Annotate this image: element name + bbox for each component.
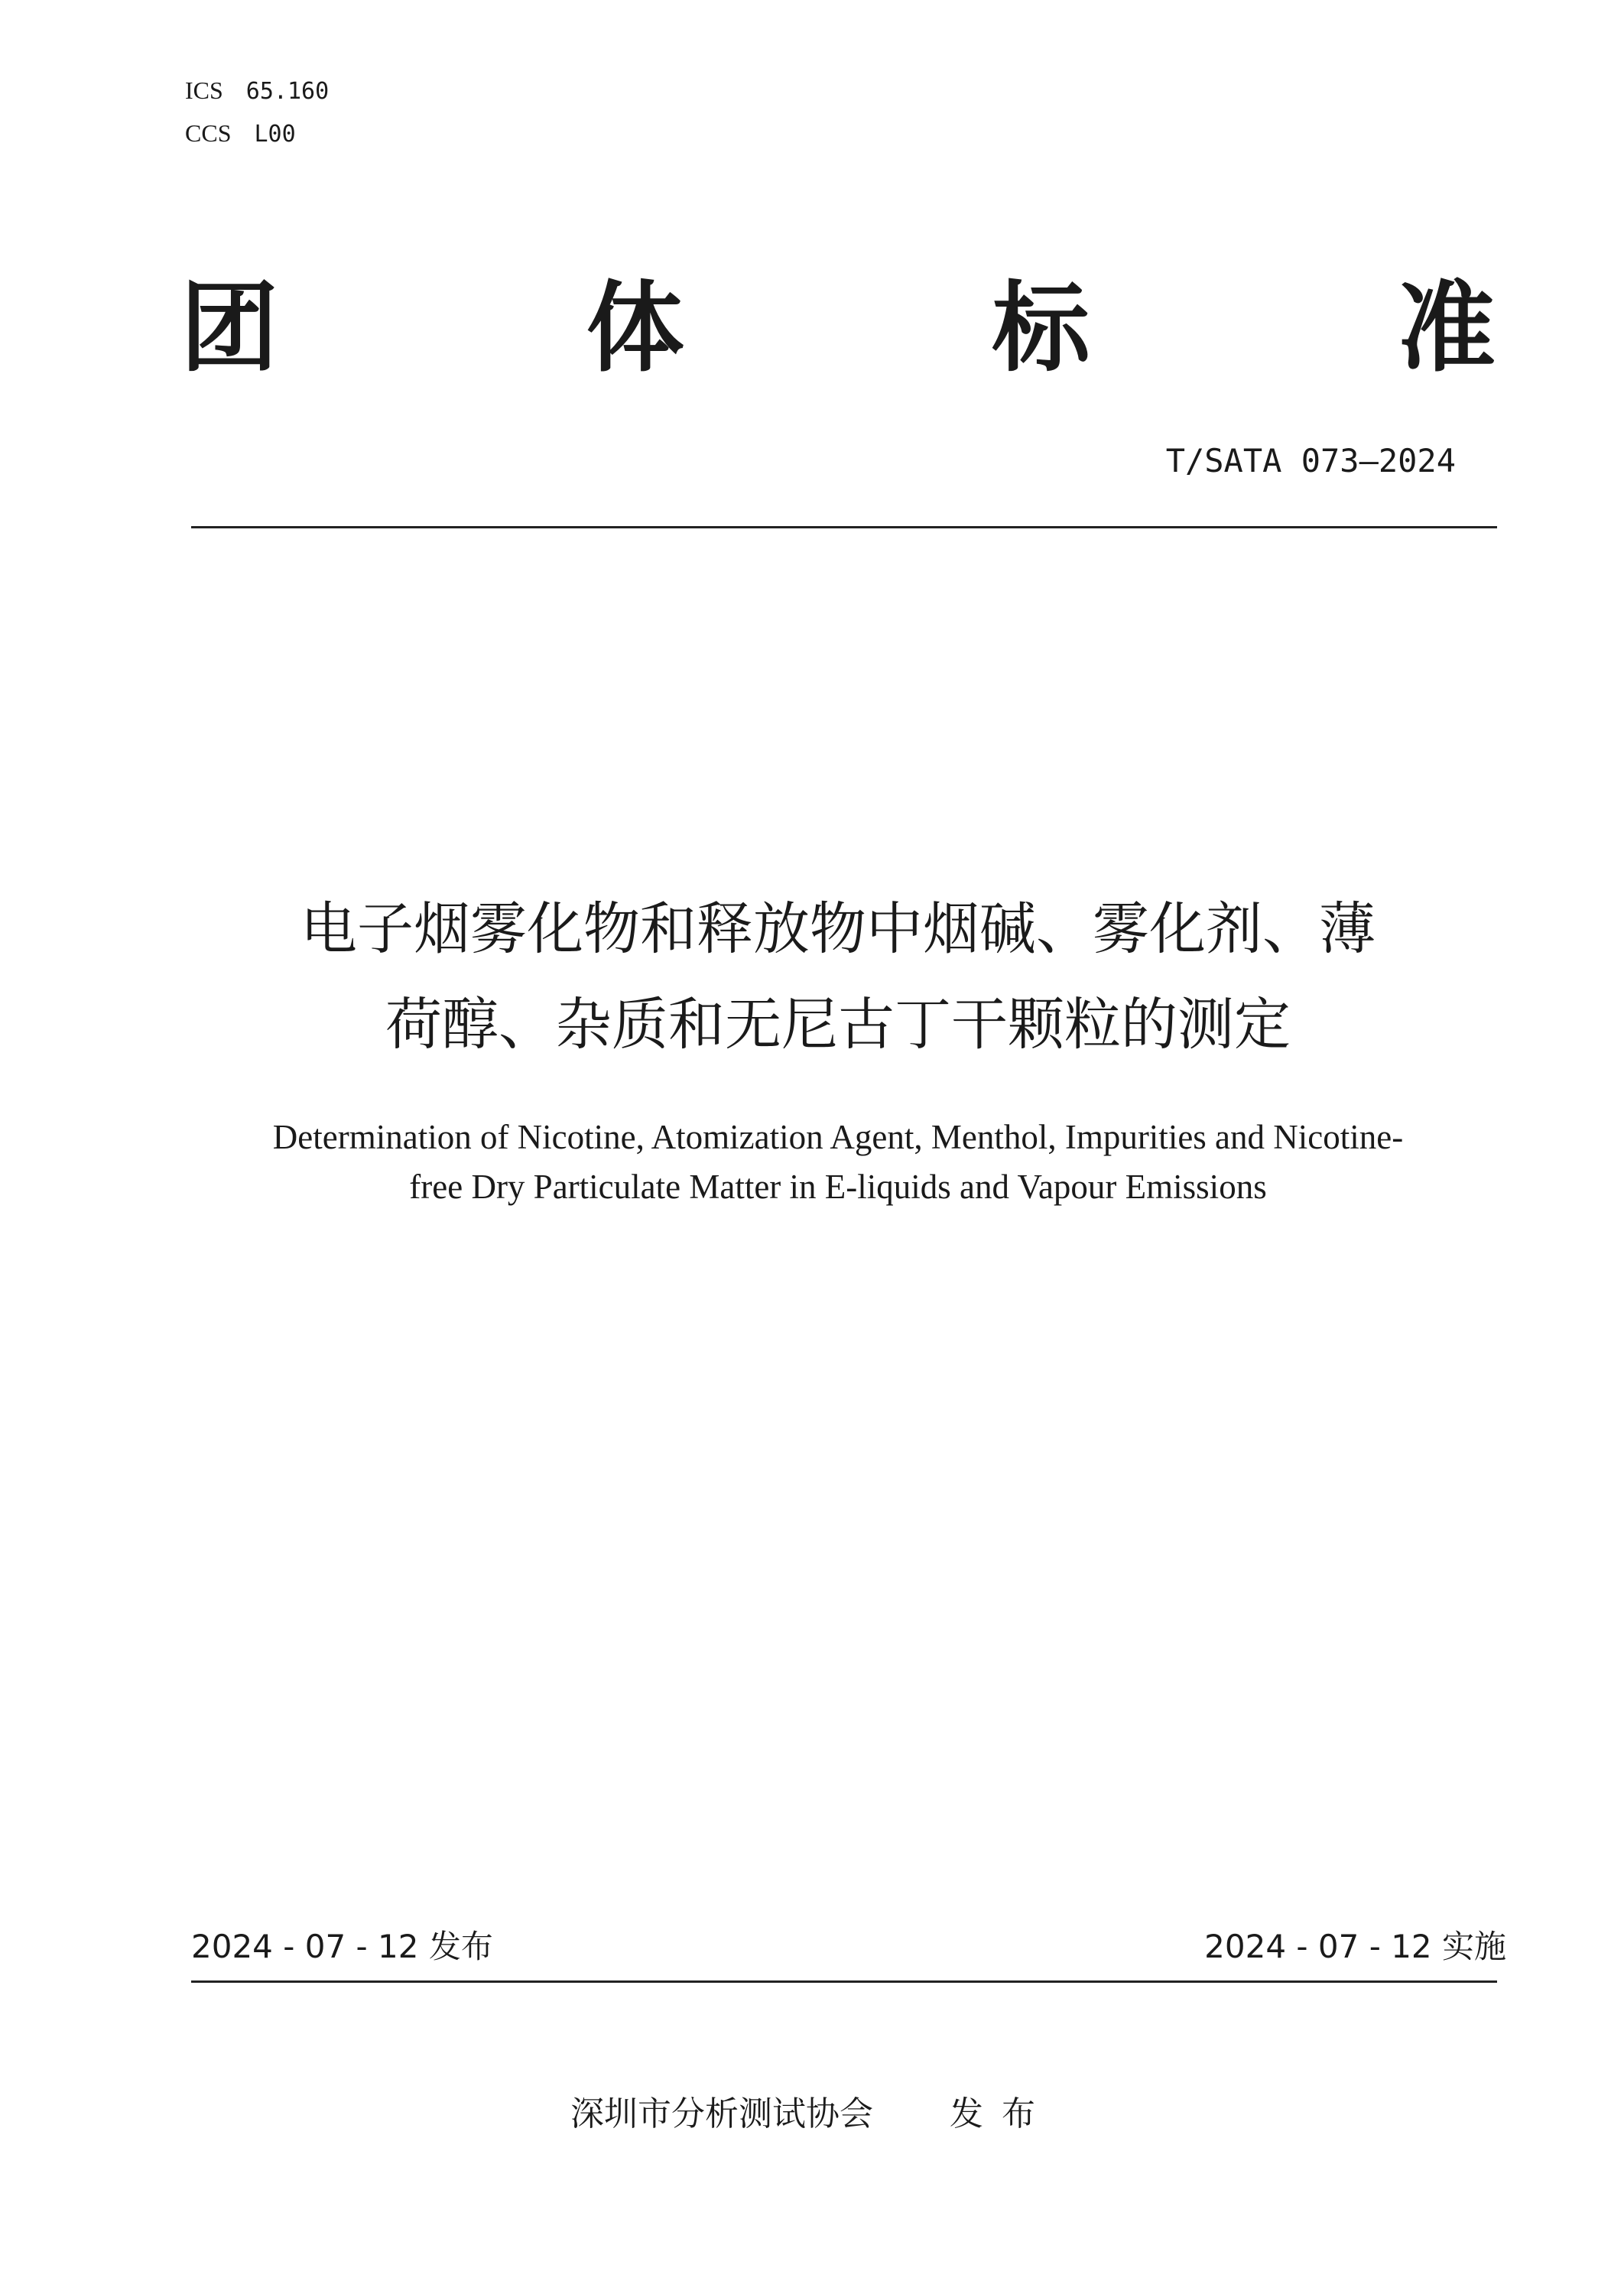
- issuer-action: 发布: [950, 2094, 1054, 2133]
- publish-date: 2024 - 07 - 12 发布: [191, 1928, 493, 1965]
- title-cn-line-2: 荷醇、杂质和无尼古丁干颗粒的测定: [385, 992, 1291, 1058]
- standard-type-char: 体: [586, 271, 684, 385]
- ics-line: [185, 76, 329, 105]
- bottom-divider: [191, 1980, 1497, 1983]
- standard-type-char: 团: [180, 271, 279, 385]
- top-divider: [191, 526, 1497, 528]
- ccs-line: [185, 119, 296, 148]
- standard-type-char: 准: [1397, 271, 1496, 385]
- title-en-line-2: free Dry Particulate Matter in E-liquids and Vapour Emissions: [409, 1168, 1267, 1206]
- ics-label: ICS: [185, 76, 223, 104]
- title-cn-line-1: 电子烟雾化物和释放物中烟碱、雾化剂、薄: [300, 896, 1376, 962]
- ccs-label: CCS: [185, 119, 232, 147]
- implement-date: 2024 - 07 - 12 实施: [1204, 1928, 1506, 1965]
- issuer-name: 深圳市分析测试协会: [570, 2094, 873, 2133]
- issuer-line: [0, 2086, 1624, 2135]
- standard-type-char: 标: [992, 271, 1090, 385]
- ics-code: 65.160: [245, 78, 330, 105]
- ccs-code: L00: [254, 121, 296, 148]
- standard-number: T/SATA 073—2024: [1165, 442, 1456, 479]
- standard-type-heading: [180, 271, 1496, 385]
- title-en-line-1: Determination of Nicotine, Atomization Agent, Menthol, Impurities and Nicotine-: [272, 1118, 1404, 1156]
